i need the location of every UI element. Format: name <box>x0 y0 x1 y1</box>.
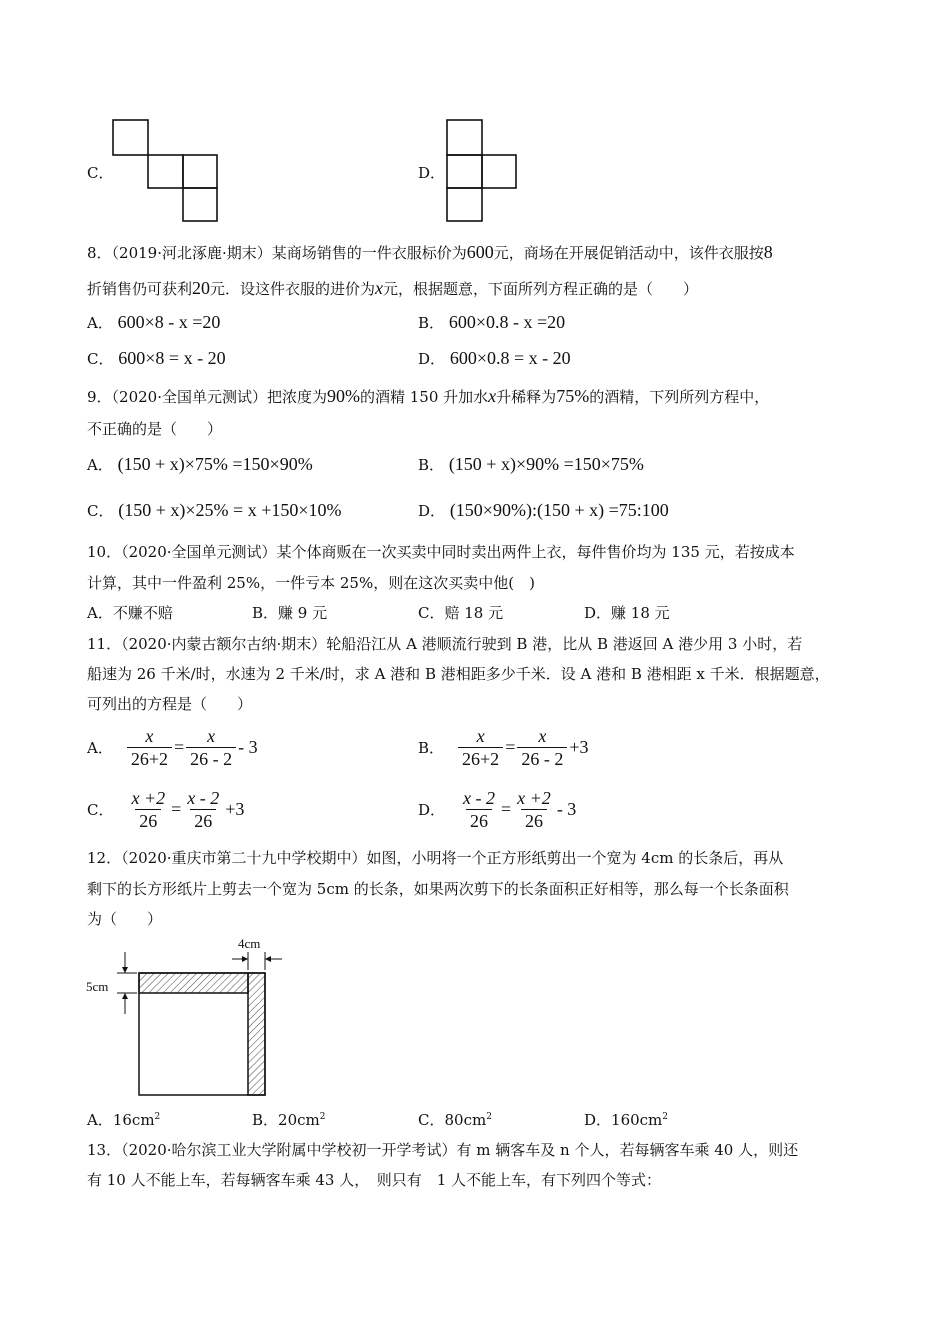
q8-option-a[interactable]: A． 600×8 - x =20 <box>87 312 221 332</box>
q11-option-d[interactable]: D． $\frac{x - 2}{26}$ = $\frac{x +2}{26}$ - 3 <box>418 787 577 831</box>
q8-stem-line1: 8．（2019·河北涿鹿·期末）某商场销售的一件衣服标价为600元，商场在开展促销活动中，该件衣服按8 <box>87 242 773 262</box>
q12-label-4cm: 4cm <box>238 936 261 951</box>
q10-stem-line1: 10．（2020·全国单元测试）某个体商贩在一次买卖中同时卖出两件上衣，每件售价均为 135 元，若按成本 <box>87 543 795 561</box>
q9-option-d[interactable]: D． (150×90%):(150 + x) =75:100 <box>418 500 669 520</box>
q12-square-cut-figure <box>84 930 294 1100</box>
q10-stem-line2: 计算，其中一件盈利 25%，一件亏本 25%，则在这次买卖中他( ) <box>87 574 535 592</box>
q7-option-c-net-figure <box>110 118 222 224</box>
q12-vertical-strip <box>248 973 265 1095</box>
q12-stem-line2: 剩下的长方形纸片上剪去一个宽为 5cm 的长条，如果两次剪下的长条面积正好相等，那么每一个长条面积 <box>87 880 789 898</box>
q9-stem-line2: 不正确的是（ ） <box>87 420 223 438</box>
q8-option-d[interactable]: D． 600×0.8 = x - 20 <box>418 348 571 368</box>
q10-option-b[interactable]: B．赚 9 元 <box>252 604 328 622</box>
q12-label-5cm: 5cm <box>86 979 109 994</box>
q13-stem-line1: 13．（2020·哈尔滨工业大学附属中学校初一开学考试）有 m 辆客车及 n 个人，若每辆客车乘 40 人，则还 <box>87 1141 799 1159</box>
q12-stem-line3: 为（ ） <box>87 910 163 928</box>
q12-option-a[interactable]: A．$16cm^2$ <box>87 1111 161 1129</box>
q11-stem-line2: 船速为 26 千米/时，水速为 2 千米/时，求 A 港和 B 港相距多少千米．设 A 港和 B 港相距 x 千米．根据题意， <box>87 665 830 683</box>
q9-option-b[interactable]: B． (150 + x)×90% =150×75% <box>418 454 644 474</box>
q9-stem-line1: 9．（2020·全国单元测试）把浓度为90%的酒精 150 升加水x升稀释为75%的酒精，下列所列方程中， <box>87 386 770 406</box>
q11-stem-line1: 11．（2020·内蒙古额尔古纳·期末）轮船沿江从 A 港顺流行驶到 B 港，比从 B 港返回 A 港少用 3 小时，若 <box>87 635 803 653</box>
q9-option-a[interactable]: A． (150 + x)×75% =150×90% <box>87 454 313 474</box>
q7-option-c-label: C． <box>87 164 114 182</box>
q11-option-b[interactable]: B． $\frac{x}{26+2}$ = $\frac{x}{26 - 2}$ +3 <box>418 725 589 769</box>
q11-option-a[interactable]: A． $\frac{x}{26+2}$ = $\frac{x}{26 - 2}$ - 3 <box>87 725 258 769</box>
q10-option-c[interactable]: C．赔 18 元 <box>418 604 504 622</box>
q13-stem-line2: 有 10 人不能上车，若每辆客车乘 43 人， 则只有 1 人不能上车，有下列四个等式： <box>87 1171 662 1189</box>
q10-option-d[interactable]: D．赚 18 元 <box>584 604 670 622</box>
q8-option-c[interactable]: C． 600×8 = x - 20 <box>87 348 226 368</box>
q12-option-d[interactable]: D．$160cm^2$ <box>584 1111 669 1129</box>
q12-option-b[interactable]: B．$20cm^2$ <box>252 1111 326 1129</box>
q12-stem-line1: 12．（2020·重庆市第二十九中学校期中）如图，小明将一个正方形纸剪出一个宽为 4cm 的长条后，再从 <box>87 849 784 867</box>
q12-horizontal-strip <box>139 973 248 993</box>
q10-option-a[interactable]: A．不赚不赔 <box>87 604 173 622</box>
q12-option-c[interactable]: C．$80cm^2$ <box>418 1111 492 1129</box>
q7-option-d-label: D． <box>418 164 446 182</box>
q8-option-b[interactable]: B． 600×0.8 - x =20 <box>418 312 566 332</box>
q8-stem-line2: 折销售仍可获利20元．设这件衣服的进价为x元，根据题意，下面所列方程正确的是（ ） <box>87 278 699 298</box>
q11-stem-line3: 可列出的方程是（ ） <box>87 695 253 713</box>
q11-option-c[interactable]: C． $\frac{x +2}{26}$ = $\frac{x - 2}{26}$ +3 <box>87 787 245 831</box>
q7-option-d-net-figure <box>444 118 520 224</box>
q9-option-c[interactable]: C． (150 + x)×25% = x +150×10% <box>87 500 342 520</box>
